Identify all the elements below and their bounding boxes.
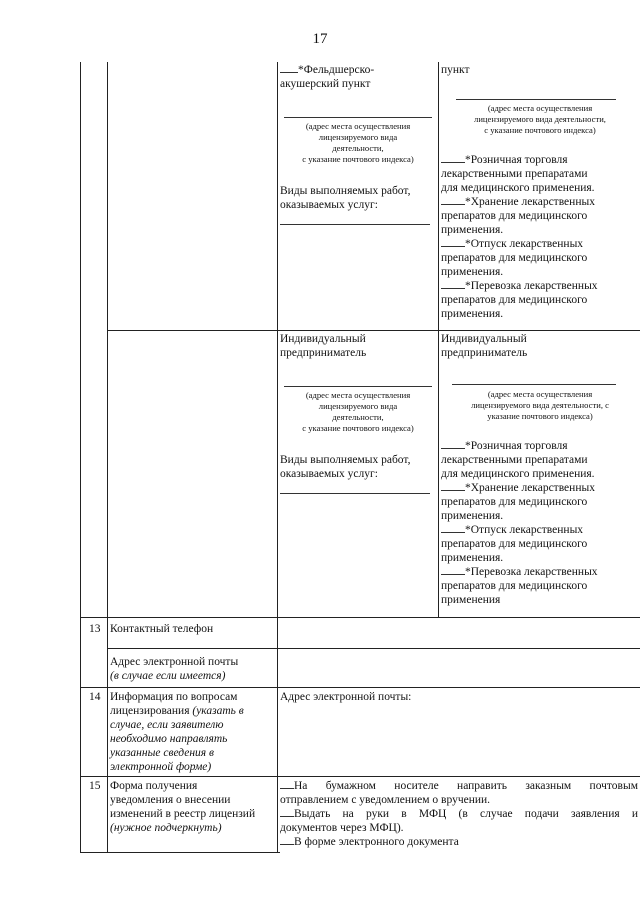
service-dispensing: *Отпуск лекарственных (441, 523, 639, 537)
row13-email: Адрес электронной почты (в случае если имеется) (110, 656, 239, 682)
option-paper[interactable]: На бумажном носителе направить заказным почтовым (280, 779, 638, 793)
row14-number: 14 (89, 691, 101, 703)
service-retail: *Розничная торговля (441, 153, 639, 167)
row14-label: Информация по вопросам лицензирования (указать в случае, если заявителю необходимо направлять указанные сведения в электронной форме) (110, 691, 244, 773)
row13-number: 13 (89, 623, 101, 635)
service-transport: *Перевозка лекарственных (441, 279, 639, 293)
phone-field[interactable] (279, 619, 639, 647)
row14-email-value: Адрес электронной почты: (280, 691, 412, 703)
r1-c3-works-label: Виды выполняемых работ, оказываемых услуг: (280, 185, 411, 211)
row15-label: Форма получения уведомления о внесении изменений в реестр лицензий (нужное подчеркнуть) (110, 780, 256, 834)
option-electronic[interactable]: В форме электронного документа (280, 835, 638, 849)
r2-c3-works-label: Виды выполняемых работ, оказываемых услуг: (280, 454, 411, 480)
r2-c3-address-caption: (адрес места осуществления лицензируемого вида деятельности, с указание почтового индекса) (302, 390, 414, 433)
email-field[interactable] (279, 650, 639, 686)
option-mfc[interactable]: Выдать на руки в МФЦ (в случае подачи заявления и (280, 807, 638, 821)
r1-c4-services: *Розничная торговля лекарственными препаратами для медицинского применения. *Хранение лекарственных препаратов для медицинского применения. *Отпуск лекарственных препаратов для медицинского применения. *Перевозка лекарственных препаратов для медицинского применения. (441, 153, 639, 321)
row13-phone-label: Контактный телефон (110, 623, 214, 635)
r1-c3-address-caption: (адрес места осуществления лицензируемого вида деятельности, с указание почтового индекса) (302, 121, 414, 164)
row15-options: На бумажном носителе направить заказным почтовым отправлением с уведомлением о вручении. Выдать на руки в МФЦ (в случае подачи заявления и документов через МФЦ). В форме электронного документа (280, 780, 638, 848)
service-transport: *Перевозка лекарственных (441, 565, 639, 579)
r2-c4-address-caption: (адрес места осуществления лицензируемого вида деятельности, с указание почтового индекса) (471, 389, 609, 421)
row15-number: 15 (89, 780, 101, 792)
r2-c4-ip: Индивидуальный предприниматель (441, 333, 528, 359)
page-number: 17 (312, 31, 328, 47)
r1-c4-address-caption: (адрес места осуществления лицензируемого вида деятельности, с указание почтового индекса) (474, 103, 606, 135)
r1-c4-punkt: пункт (441, 64, 470, 76)
service-storage: *Хранение лекарственных (441, 481, 639, 495)
r2-c4-services: *Розничная торговля лекарственными препаратами для медицинского применения. *Хранение лекарственных препаратов для медицинского применения. *Отпуск лекарственных препаратов для медицинского применения. *Перевозка лекарственных препаратов для медицинского применения (441, 439, 639, 607)
service-storage: *Хранение лекарственных (441, 195, 639, 209)
r1-c3-fap: *Фельдшерско- акушерский пункт (280, 64, 375, 90)
service-dispensing: *Отпуск лекарственных (441, 237, 639, 251)
r2-c3-ip: Индивидуальный предприниматель (280, 333, 367, 359)
service-retail: *Розничная торговля (441, 439, 639, 453)
